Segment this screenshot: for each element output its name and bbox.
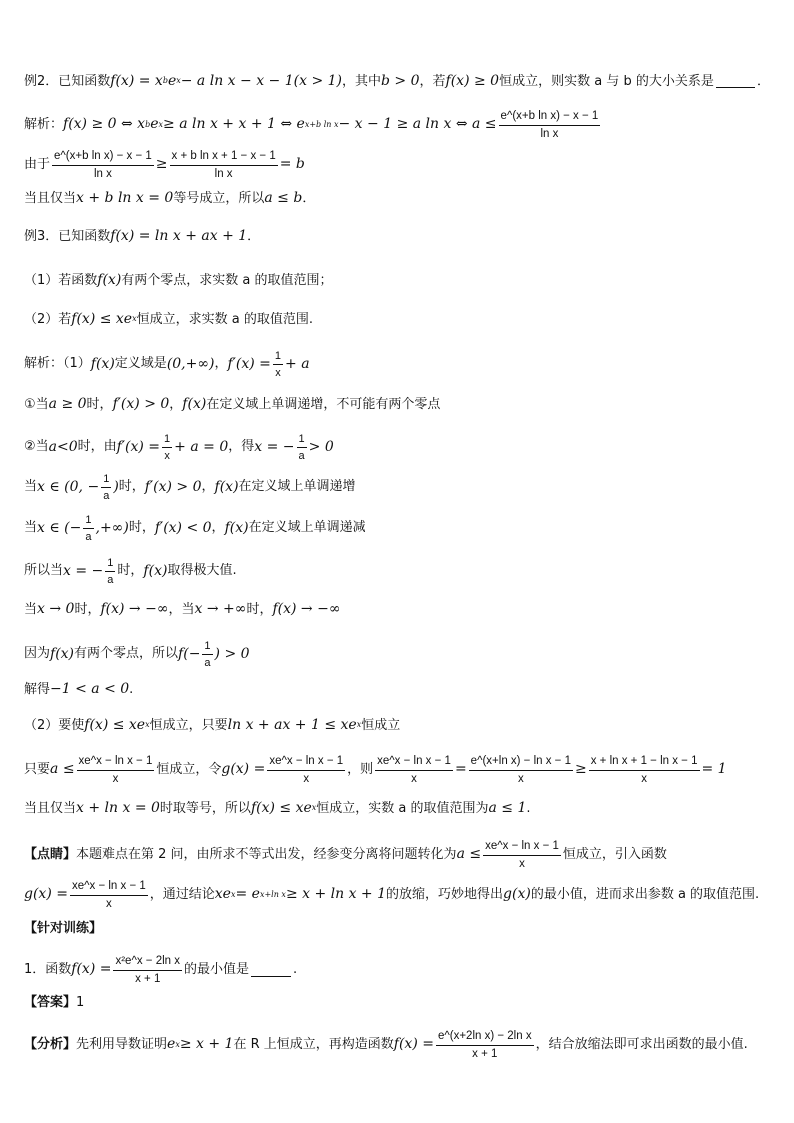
fraction	[267, 755, 345, 785]
text: 恒成立，求实数 a 的取值范围.	[136, 311, 313, 327]
math-expression: + a = 0	[174, 438, 229, 455]
math-expression: f(x) → −∞	[272, 601, 341, 617]
case-a-negative	[24, 433, 770, 462]
fraction	[589, 755, 700, 785]
denominator: x	[641, 772, 647, 785]
denominator: a	[85, 531, 92, 544]
math-superscript: x+ln x	[259, 889, 286, 899]
denominator: a	[204, 657, 211, 670]
text: 的最小值是	[184, 961, 250, 977]
denominator: ln x	[214, 167, 233, 180]
math-superscript: x	[176, 76, 181, 86]
denominator: x	[164, 450, 170, 463]
math-expression: = b	[279, 156, 305, 173]
key-point-continued	[24, 880, 770, 910]
section-label: 【答案】	[24, 995, 77, 1010]
math-expression: f′(x) < 0	[154, 519, 212, 536]
case-a-nonnegative	[24, 397, 770, 412]
math-expression: > 0	[308, 438, 334, 455]
numerator: e^(x+2ln x) − 2ln x	[436, 1030, 534, 1046]
math-superscript: b	[145, 119, 151, 129]
text: 只要	[24, 761, 51, 777]
fraction	[83, 514, 93, 543]
math-superscript: x	[230, 889, 236, 899]
math-expression: = 1	[701, 761, 727, 778]
text: 解得	[24, 681, 51, 697]
text: 在 R 上恒成立，再构造函数	[233, 1036, 394, 1052]
practice-heading	[24, 922, 770, 936]
interval-decreasing	[24, 514, 770, 543]
fraction	[273, 350, 283, 379]
numerator: 1	[101, 473, 111, 488]
math-part: f(x) ≤ xe	[71, 311, 133, 327]
text: 所以当	[24, 563, 64, 579]
interval-increasing	[24, 473, 770, 502]
fraction	[375, 755, 453, 785]
math-part: ≥ x + ln x + 1	[285, 886, 387, 903]
example-2-reasoning	[24, 150, 770, 180]
text: ．	[247, 228, 261, 244]
math-expression: (0,+∞)	[166, 355, 215, 372]
example-2-statement	[24, 74, 770, 89]
text: 恒成立	[361, 717, 401, 733]
key-point	[24, 840, 770, 870]
math-expression	[71, 312, 136, 327]
math-expression	[251, 801, 316, 816]
text: （2）要使	[24, 717, 85, 733]
math-expression: x = −	[254, 438, 295, 455]
math-superscript: x	[311, 803, 317, 813]
math-expression: f(−	[178, 645, 201, 662]
solution-range	[24, 682, 770, 697]
math-expression: f′(x) > 0	[144, 478, 202, 495]
answer-blank	[716, 75, 755, 88]
math-expression: x ∈ (0, −	[37, 478, 100, 495]
math-expression	[228, 718, 362, 733]
text: 定义域是	[114, 356, 167, 372]
text: ，	[211, 520, 225, 536]
denominator: ln x	[93, 167, 112, 180]
text: 本题难点在第 2 问，由所求不等式出发，经参变分离将问题转化为	[76, 846, 457, 862]
denominator: ln x	[540, 127, 559, 140]
numerator: xe^x − ln x − 1	[77, 755, 155, 771]
text: 1．函数	[24, 961, 72, 977]
math-expression: −1 < a < 0	[50, 681, 130, 697]
math-part: ln x + ax + 1 ≤ xe	[227, 717, 357, 733]
fraction	[77, 755, 155, 785]
two-zeros-condition	[24, 640, 770, 669]
math-expression: x = −	[63, 562, 104, 579]
math-superscript: x	[145, 720, 150, 730]
text: 解析：	[24, 116, 64, 132]
math-part: e	[150, 116, 159, 133]
text: ，	[214, 356, 228, 372]
math-expression: x ∈ (−	[37, 519, 82, 536]
example-2-conclusion	[24, 191, 770, 206]
local-maximum	[24, 557, 770, 586]
text: 时，	[128, 520, 155, 536]
math-expression: f(x) =	[393, 1036, 434, 1053]
math-part: − x − 1 ≥ a ln x ⇔ a ≤	[338, 116, 497, 133]
denominator: a	[103, 490, 110, 503]
math-expression: f(x) =	[71, 961, 112, 978]
fraction	[113, 955, 182, 985]
fraction	[297, 433, 307, 462]
math-expression: a ≤ b	[264, 190, 303, 206]
numerator: x + ln x + 1 − ln x − 1	[589, 755, 700, 771]
text: 有两个零点，求实数 a 的取值范围；	[121, 272, 333, 288]
text: 在定义域上单调递减	[248, 520, 366, 536]
numerator: 1	[202, 640, 212, 655]
text: ，结合放缩法即可求出函数的最小值.	[535, 1036, 748, 1052]
text: 时取等号，所以	[159, 800, 251, 816]
math-expression: ≥	[155, 156, 168, 173]
text: 取得极大值.	[167, 563, 237, 579]
math-expression: b > 0	[381, 73, 420, 89]
math-expression: a<0	[48, 438, 78, 455]
math-part: f(x) ≤ xe	[84, 717, 146, 733]
math-superscript: x+b ln x	[304, 119, 339, 129]
denominator: a	[107, 574, 114, 587]
numerator: 1	[273, 350, 283, 365]
math-superscript: x	[132, 314, 137, 324]
math-expression: g(x)	[503, 886, 531, 903]
text: 时，	[86, 396, 113, 412]
math-expression: a ≥ 0	[48, 396, 87, 412]
fraction	[70, 880, 148, 910]
text: （1）若函数	[24, 272, 98, 288]
text: 时，	[117, 563, 144, 579]
text: .	[129, 681, 134, 697]
text: 恒成立，实数 a 的取值范围为	[316, 800, 489, 816]
example-3-part-1	[24, 273, 770, 288]
math-expression	[215, 887, 386, 902]
fraction	[52, 150, 154, 180]
practice-question-1	[24, 955, 770, 985]
math-superscript: x	[158, 119, 164, 129]
limits	[24, 602, 770, 617]
numerator: e^(x+b ln x) − x − 1	[499, 110, 601, 126]
text: 时，	[118, 479, 145, 495]
text: （2）若	[24, 311, 72, 327]
math-part: ≥ a ln x + x + 1 ⇔ e	[163, 116, 305, 133]
numerator: xe^x − ln x − 1	[375, 755, 453, 771]
math-expression: ≥	[575, 761, 587, 778]
math-part: e	[167, 73, 177, 89]
math-expression: f(x) = ln x + ax + 1	[110, 228, 248, 244]
denominator: x + 1	[472, 1047, 498, 1060]
denominator: x	[275, 367, 281, 380]
math-expression: x + b ln x = 0	[76, 190, 174, 206]
numerator: x²e^x − 2ln x	[113, 955, 182, 971]
math-expression: ,+∞)	[95, 519, 129, 536]
numerator: x + b ln x + 1 − x − 1	[170, 150, 278, 166]
math-expression	[84, 718, 149, 733]
numerator: xe^x − ln x − 1	[70, 880, 148, 896]
answer-value: 1	[76, 995, 85, 1010]
math-expression: f(x)	[182, 396, 207, 412]
fraction	[105, 557, 115, 586]
example-2-analysis	[24, 110, 770, 140]
math-expression: f′(x) > 0	[112, 396, 170, 412]
answer-blank	[251, 964, 291, 977]
example-3-statement	[24, 229, 770, 244]
answer	[24, 996, 770, 1010]
fraction	[101, 473, 111, 502]
denominator: x	[411, 772, 417, 785]
text: ，	[201, 479, 215, 495]
math-part: xe	[214, 886, 231, 903]
math-part: f(x) = x	[110, 73, 163, 89]
text: 恒成立，引入函数	[562, 846, 667, 862]
text: 的最小值，进而求出参数 a 的取值范围.	[530, 886, 760, 902]
text: 当	[24, 520, 38, 536]
text: 等号成立，所以	[173, 190, 265, 206]
numerator: xe^x − ln x − 1	[483, 840, 561, 856]
math-expression: g(x) =	[24, 886, 68, 903]
text: 例3．已知函数	[24, 228, 111, 244]
math-expression: f(x)	[214, 478, 239, 495]
denominator: x	[303, 772, 310, 785]
text: 在定义域上单调递增，不可能有两个零点	[206, 396, 441, 412]
numerator: xe^x − ln x − 1	[267, 755, 345, 771]
math-part: f(x) ≤ xe	[250, 800, 312, 816]
math-part: − a ln x − x − 1(x > 1)	[180, 73, 342, 89]
math-expression: a ≤ 1	[488, 800, 527, 816]
denominator: x	[517, 772, 524, 785]
math-expression: f(x) → −∞	[100, 601, 169, 617]
text: ，当	[168, 601, 195, 617]
denominator: a	[298, 450, 305, 463]
text: ②当	[24, 439, 49, 455]
text: 先利用导数证明	[76, 1036, 168, 1052]
denominator: x	[105, 897, 112, 910]
math-expression	[63, 117, 497, 132]
math-superscript: b	[162, 76, 168, 86]
numerator: 1	[105, 557, 115, 572]
text: 解析：（1）	[24, 356, 91, 372]
numerator: 1	[83, 514, 93, 529]
text: 例2．已知函数	[24, 73, 111, 89]
section-label: 【分析】	[24, 1036, 77, 1052]
math-expression: x + ln x = 0	[76, 800, 160, 816]
math-expression: f(x)	[143, 562, 168, 579]
text: ，其中	[342, 73, 382, 89]
text: 恒成立，令	[156, 761, 222, 777]
numerator: 1	[162, 433, 172, 448]
denominator: x	[519, 857, 525, 870]
text: ，若	[419, 73, 446, 89]
math-expression: g(x) =	[221, 761, 266, 778]
math-expression: a ≤	[50, 761, 75, 778]
math-expression: f′(x) =	[116, 438, 161, 455]
text: ，得	[228, 439, 255, 455]
text: 恒成立，只要	[149, 717, 228, 733]
math-part: f(x) ≥ 0 ⇔ x	[63, 116, 146, 133]
fraction	[170, 150, 278, 180]
section-label: 【点睛】	[24, 846, 77, 862]
text: 当且仅当	[24, 190, 77, 206]
math-part: ≥ x + 1	[179, 1036, 234, 1053]
math-superscript: x	[175, 1039, 180, 1049]
math-part: = e	[235, 886, 260, 903]
math-expression: ) > 0	[214, 645, 250, 662]
text: 时，	[246, 601, 273, 617]
part-2-requirement	[24, 718, 770, 733]
math-expression	[110, 74, 342, 89]
text: ．	[302, 190, 316, 206]
fraction	[469, 755, 573, 785]
math-expression	[167, 1037, 233, 1052]
math-expression: f(x)	[90, 355, 115, 372]
denominator: x + 1	[135, 972, 161, 985]
fraction	[436, 1030, 534, 1060]
text: ，通过结论	[149, 886, 215, 902]
text: 时，	[74, 601, 101, 617]
math-expression: =	[454, 761, 467, 778]
math-superscript: x	[356, 720, 362, 730]
analysis-summary	[24, 1030, 770, 1060]
text: 有两个零点，所以	[74, 646, 179, 662]
text: ，	[169, 396, 183, 412]
math-expression: x → +∞	[194, 601, 247, 617]
section-label: 【针对训练】	[24, 921, 103, 936]
fraction	[202, 640, 212, 669]
numerator: e^(x+ln x) − ln x − 1	[469, 755, 573, 771]
example-3-part-2	[24, 312, 770, 327]
text: 时，由	[77, 439, 117, 455]
text: 当	[24, 479, 38, 495]
math-expression: a ≤	[456, 846, 482, 863]
analysis-domain	[24, 350, 770, 379]
text: ，则	[347, 761, 374, 777]
part-2-derivation	[24, 755, 770, 785]
math-expression: f(x)	[224, 519, 249, 536]
math-expression: x → 0	[37, 601, 75, 617]
text: 当	[24, 601, 38, 617]
text: 因为	[24, 646, 51, 662]
text: 当且仅当	[24, 800, 77, 816]
text: 的放缩，巧妙地得出	[386, 886, 504, 902]
fraction	[499, 110, 601, 140]
numerator: e^(x+b ln x) − x − 1	[52, 150, 154, 166]
text: 恒成立，则实数 a 与 b 的大小关系是	[499, 73, 714, 89]
math-expression: + a	[285, 355, 310, 372]
text: 在定义域上单调递增	[238, 479, 356, 495]
denominator: x	[112, 772, 119, 785]
math-expression: f′(x) =	[227, 355, 271, 372]
math-part: e	[167, 1036, 176, 1053]
fraction	[483, 840, 561, 870]
fraction	[162, 433, 172, 462]
text: .	[293, 961, 298, 977]
math-expression: f(x)	[97, 272, 122, 288]
math-expression: )	[113, 478, 119, 495]
math-expression: f(x)	[50, 645, 75, 662]
text: ．	[756, 73, 770, 89]
numerator: 1	[297, 433, 307, 448]
text: 由于	[24, 156, 51, 172]
text: ①当	[24, 396, 49, 412]
text: .	[526, 800, 531, 816]
math-expression: f(x) ≥ 0	[445, 73, 500, 89]
part-2-conclusion	[24, 801, 770, 816]
